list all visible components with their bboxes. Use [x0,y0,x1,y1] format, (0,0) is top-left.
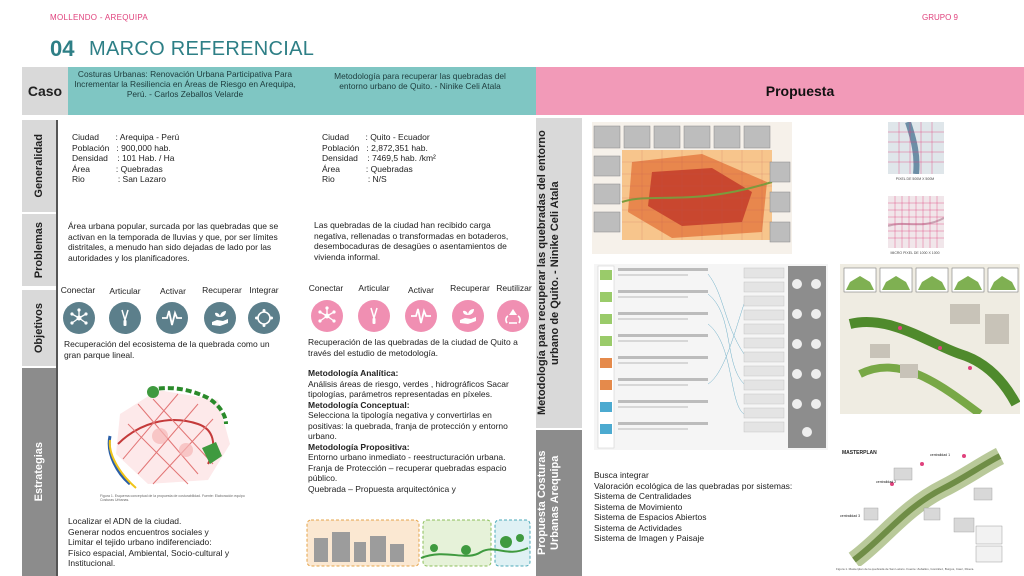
methodology-propositive-title: Metodología Propositiva: [308,441,410,452]
case1-problems: Área urbana popular, surcada por las quebradas que se activan en la temporada de lluvias y que, por ser límites distritales, a menudo han sido dejadas de lado por las autoridades y los planificadores. [68,221,279,263]
methodology-analytic-text: Análisis áreas de riesgo, verdes , hidrográficos Sacar tipologías, parámetros representadas en píxeles. [308,378,509,399]
case2-objective-label-4: Recuperar [450,283,490,293]
masterplan-caption: Figura 1. Masterplan de la quebrada de San Lazaro. Fuente: Zeballos, González, Burgos, Cáez, Rivera. [836,567,975,571]
section-number: 04 [50,36,75,61]
case2-objective-text: Recuperación de las quebradas de la ciudad de Quito a través del estudio de metodología. [308,337,518,358]
case2-objective-label-5: Reutilizar [496,283,532,293]
case2-objective-label-3: Activar [408,285,434,295]
case1-objective-label-4: Recuperar [202,285,242,295]
case1-strategies: Localizar el ADN de la ciudad. Generar nodos encuentros sociales y Limitar el tejido urbano indiferenciado: Físico espacial, Ambiental, Socio-cultural y Institucional. [68,516,230,568]
pulse-icon [405,300,437,332]
recycle-icon [497,300,529,332]
category-divider [56,120,58,576]
pixel-label-1: PIXEL DE 500M X 500M [895,177,935,181]
case2-strategies [308,368,523,494]
case2-objective-label-2: Articular [358,283,390,293]
proposal-label: Propuesta [765,83,835,99]
centralidad-label-3: centralidad 3 [840,514,861,518]
case1-figure-caption: Figura 1. Esquema conceptual de la propuesta de costurabilidad. Fuente: Elaboración equipo Costuras Urbanas. [100,494,245,502]
aerial-proposal-image [840,264,1020,414]
row-label-estrategias: Estrategias [22,368,56,576]
masterplan-label: MASTERPLAN [842,450,877,456]
proposal-text: Busca integrar Valoración ecológica de las quebradas por sistemas: Sistema de Centralidades Sistema de Movimiento Sistema de Espacios Abiertos Sistema de Actividades Sistema de Imagen y Paisaje [594,470,793,543]
zipper-icon [109,302,141,334]
case2-section-drawing [306,518,532,568]
centralidad-label-2: centralidad 2 [876,480,897,484]
integrate-icon [248,302,280,334]
group-label: GRUPO 9 [921,13,958,22]
case2-title: Metodología para recuperar las quebradas del entorno urbano de Quito. - Ninike Celi Atala [334,71,506,91]
row-label-problemas: Problemas [22,214,56,286]
methodology-matrix-image [594,264,828,450]
row-label-generalidad: Generalidad [22,120,56,212]
centralidad-label-1: centralidad 1 [930,453,951,457]
case1-objective-text: Recuperación del ecosistema de la quebrada como un gran parque lineal. [64,339,270,360]
case2-objective-label-1: Conectar [308,283,344,293]
pixel-label-2: MICRO PIXEL DE 1000 X 1000 [890,251,940,255]
hand-plant-icon [204,302,236,334]
location-label: MOLLENDO - AREQUIPA [50,13,149,22]
hand-plant-icon [452,300,484,332]
section-title: MARCO REFERENCIAL [89,38,315,60]
proposal-band-arequipa: Propuesta Costuras Urbanas Arequipa [536,430,582,576]
pixel-grid-image-2 [888,196,944,248]
case1-general-info: Ciudad : Arequipa - Perú Población : 900,000 hab. Densidad : 101 Hab. / Ha Área : Quebradas Rio : San Lazaro [72,132,180,184]
masterplan-image [834,448,1004,566]
case1-objective-label-1: Conectar [60,285,96,295]
case1-objective-label-5: Integrar [249,285,279,295]
case1-objective-label-3: Activar [160,286,186,296]
pixel-grid-image-1 [888,122,944,174]
row-label-objetivos: Objetivos [22,290,56,366]
connect-icon [311,300,343,332]
case1-title: Costuras Urbanas: Renovación Urbana Participativa Para Incrementar la Resiliencia en Áreas de Riesgo en Arequipa, Perú. - Carlos Zeballos Velarde [74,69,296,99]
methodology-analytic-title: Metodología Analítica: [308,368,399,378]
case2-general-info: Ciudad : Quito - Ecuador Población : 2,872,351 hab. Densidad : 7469,5 hab. /km² Área : Quebradas Rio : N/S [322,132,436,184]
case1-concept-diagram [98,384,238,492]
proposal-band-quito: Metodología para recuperar las quebradas del entorno urbano de Quito. - Ninike Celi Atala [536,118,582,428]
methodology-conceptual-text: Selecciona la tipología negativa y convertirlas en positivas: la quebrada, franja de protección y entorno urbano. [308,410,508,441]
risk-heatmap-image [592,122,792,254]
case1-objective-label-2: Articular [109,286,141,296]
methodology-conceptual-title: Metodología Conceptual: [308,399,410,410]
zipper-icon [358,300,390,332]
connect-icon [63,302,95,334]
methodology-propositive-text: Entorno urbano inmediato - reestructuración urbana. Franja de Protección – recuperar quebradas espacio público. Quebrada – Propuesta arquitectónica y [308,452,507,494]
case2-problems: Las quebradas de la ciudad han recibido carga negativa, rellenadas o transformadas en botaderos, desembocaduras de desagües o asentamientos de vivienda informal. [314,220,509,262]
case-label: Caso [22,67,68,115]
pulse-icon [156,302,188,334]
